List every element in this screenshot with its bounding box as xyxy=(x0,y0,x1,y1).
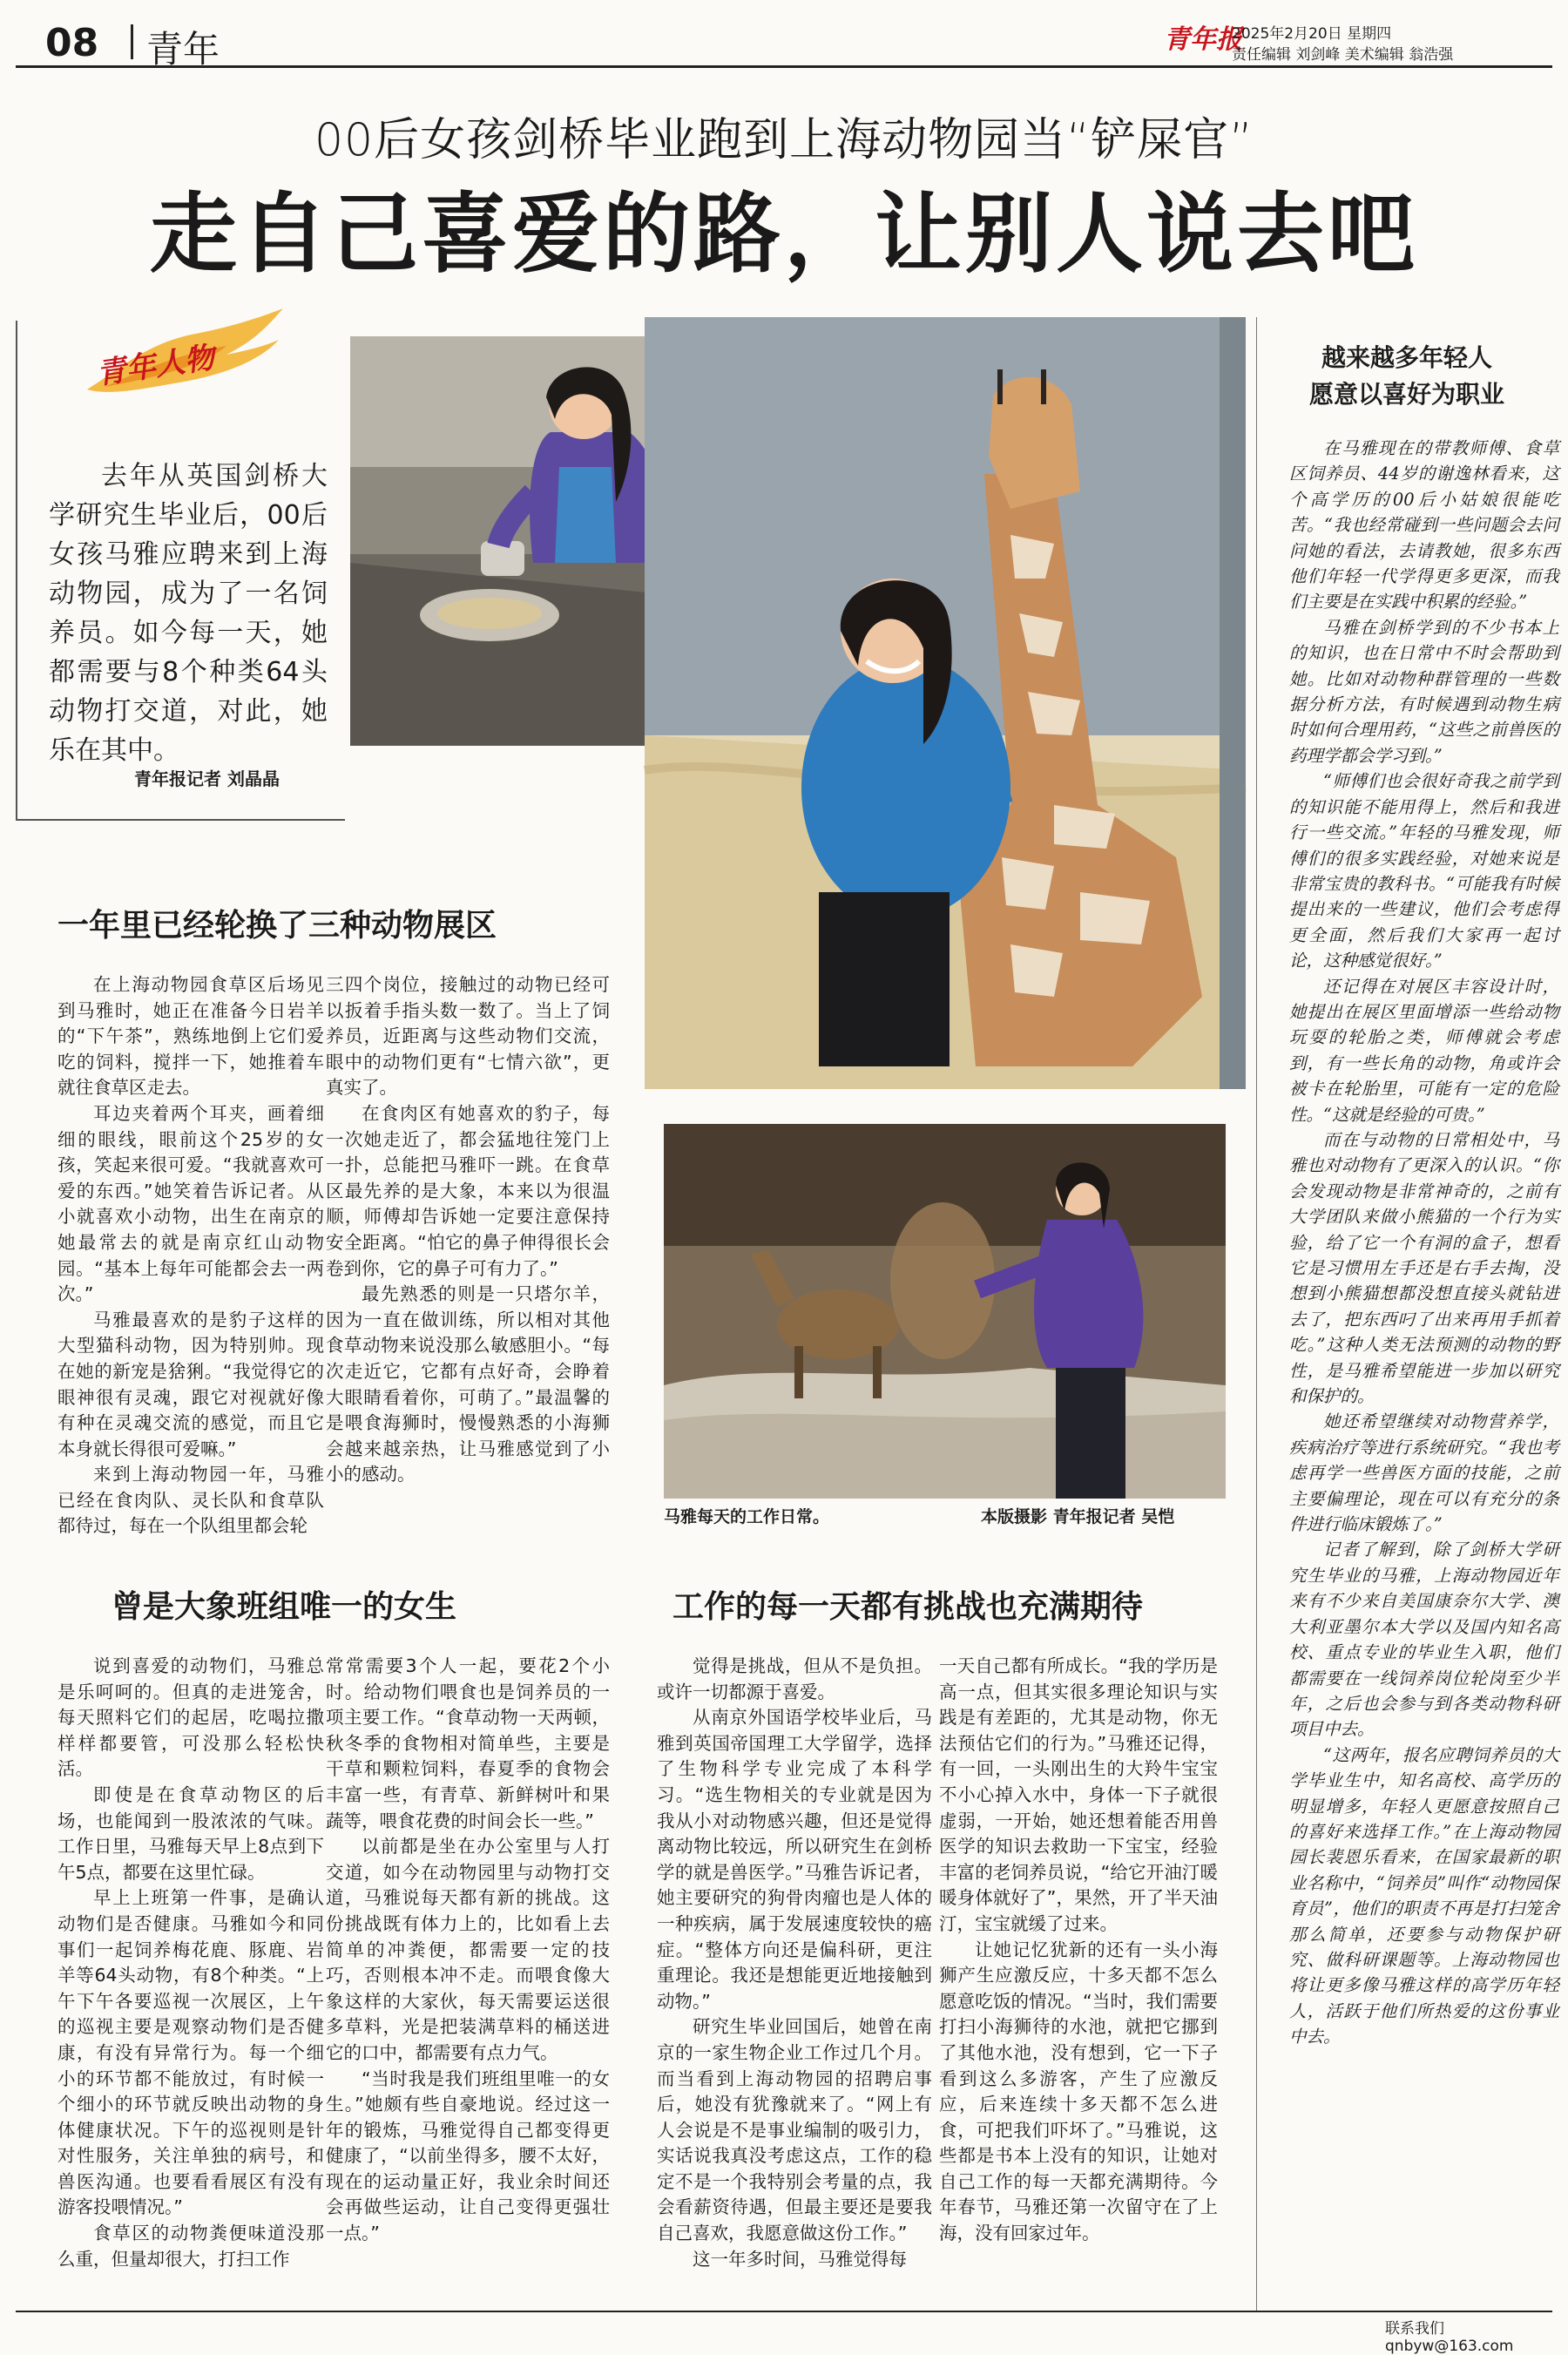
paragraph: “师傅们也会很好奇我之前学到的知识能不能用得上，然后和我进行一些交流。”年轻的马雅发现，师傅们的很多实践经验，对她来说是非常宝贵的教科书。“可能我有时候提出来的一些建议，他们会考虑得更全面，然后我们大家再一起讨论，这种感觉很好。” xyxy=(1289,771,1559,971)
paragraph: 让她记忆犹新的还有一头小海狮产生应激反应，十多天都不怎么愿意吃饭的情况。“当时，我们需要打扫小海狮待的水池，就把它挪到了其他水池，没有想到，它一下子看到这么多游客，产生了应激反应，后来连续十多天都不怎么进食，可把我们吓坏了。”马雅说，这些都是书本上没有的知识，让她对自己工作的每一天都充满期待。今年春节，马雅还第一次留守在了上海，没有回家过年。 xyxy=(939,1939,1218,2244)
column-badge xyxy=(78,307,287,411)
paragraph: 说到喜爱的动物们，马雅总是乐呵呵的。但真的走进笼舍，每天照料它们的起居，吃喝拉撒样样都要管，可没那么轻松快活。 xyxy=(57,1655,324,1780)
paragraph: 耳边夹着两个耳夹，画着细细的眼线，眼前这个25岁的女孩，笑起来很可爱。“我就喜欢可爱的东西。”她笑着告诉记者。从小就喜欢小动物，出生在南京的她最常去的就是南京红山动物园。“基本上每年可能都会去一两次。” xyxy=(57,1102,324,1305)
paragraph: 最先熟悉的则是一只塔尔羊，因为一直在做训练，所以相对其他食草动物来说没那么敏感胆小。“每次走近它，它都有点好奇，会睁着大眼睛看着你，可萌了。”最温馨的是喂食海狮时，慢慢熟悉的小海狮会越来越亲热，让马雅感觉到了小小的感动。 xyxy=(326,1283,610,1485)
editors-credit: 责任编辑 刘剑峰 美术编辑 翁浩强 xyxy=(1232,46,1454,64)
section-name: 青年 xyxy=(146,28,220,71)
paragraph: 觉得是挑战，但从不是负担。或许一切都源于喜爱。 xyxy=(657,1655,932,1702)
header-divider xyxy=(131,24,133,59)
section-heading-2: 曾是大象班组唯一的女生 xyxy=(112,1588,457,1625)
paragraph: 马雅最喜欢的是豹子这样的大型猫科动物，因为特别帅。现在她的新宠是猞猁。“我觉得它的眼神很有灵魂，跟它对视就好像有种在灵魂交流的感觉，而且它本身就长得很可爱嘛。” xyxy=(57,1309,324,1459)
sidebar-heading-line-2: 愿意以喜好为职业 xyxy=(1308,380,1504,409)
paragraph: 而在与动物的日常相处中，马雅也对动物有了更深入的认识。“你会发现动物是非常神奇的，之前有大学团队来做小熊猫的一个行为实验，给了它一个有洞的盒子，想看它是习惯用左手还是右手去掏，没想到小熊猫想都没想直接头就钻进去了，把东西叼了出来再用手抓着吃。”这种人类无法预测的动物的野性，是马雅希望能进一步加以研究和保护的。 xyxy=(1289,1129,1559,1407)
section-3-column-b xyxy=(939,1654,1218,2300)
sidebar-body xyxy=(1289,436,1559,2300)
page-header xyxy=(16,14,1552,71)
section-heading-1: 一年里已经轮换了三种动物展区 xyxy=(57,907,497,944)
goat-photo xyxy=(664,1124,1226,1499)
paragraph: 还记得在对展区丰容设计时，她提出在展区里面增添一些给动物玩耍的轮胎之类，师傅就会考虑到，有一些长角的动物，角或许会被卡在轮胎里，可能有一定的危险性。“这就是经验的可贵。” xyxy=(1289,976,1559,1125)
paragraph: 记者了解到，除了剑桥大学研究生毕业的马雅，上海动物园近年来有不少来自美国康奈尔大学、澳大利亚墨尔本大学以及国内知名高校、重点专业的毕业生入职，他们都需要在一线饲养岗位轮岗至少半年，之后也会参与到各类动物科研项目中去。 xyxy=(1289,1540,1559,1740)
column-divider xyxy=(1256,317,1257,2312)
section-2-column-b xyxy=(326,1654,610,2300)
footer-contact: 联系我们 qnbyw@163.com xyxy=(1385,2320,1514,2355)
paragraph: 研究生毕业回国后，她曾在南京的一家生物企业工作过几个月。而当看到上海动物园的招聘启事后，她没有犹豫就来了。“网上有人会说是不是事业编制的吸引力，实话说我真没考虑这点，工作的稳定不是一个我特别会考量的点，我会看薪资待遇，但最主要还是要我自己喜欢，我愿意做这份工作。” xyxy=(657,2016,932,2244)
paragraph: 即使是在食草动物区的后场，也能闻到一股浓浓的气味。工作日里，马雅每天早上8点到下午5点，都要在这里忙碌。 xyxy=(57,1783,324,1883)
section-3-column-a xyxy=(657,1654,932,2300)
page-number: 08 xyxy=(45,21,99,65)
paragraph: 一天自己都有所成长。“我的学历是高一点，但其实很多理论知识与实践是有差距的，尤其是动物，你无法预估它们的行为。”马雅还记得，有一回，一头刚出生的大羚牛宝宝不小心掉入水中，身体一下子就很虚弱，一开始，她还想着能否用兽医学的知识去救助一下宝宝，经验丰富的老饲养员说，“给它开油汀暖暖身体就好了”，果然，开了半天油汀，宝宝就缓了过来。 xyxy=(939,1655,1218,1934)
footer-rule xyxy=(16,2311,1552,2312)
article-subtitle: 00后女孩剑桥毕业跑到上海动物园当“铲屎官” xyxy=(314,114,1254,166)
article-title: 走自己喜爱的路，让别人说去吧 xyxy=(150,183,1418,285)
sidebar-heading-line-1: 越来越多年轻人 xyxy=(1321,343,1492,372)
paragraph: 马雅在剑桥学到的不少书本上的知识，也在日常中不时会帮助到她。比如对动物种群管理的一些数据分析方法，有时候遇到动物生病时如何合理用药，“这些之前兽医的药理学都会学习到。” xyxy=(1289,617,1559,766)
sidebar-heading xyxy=(1263,340,1551,413)
paragraph: 食草区的动物粪便味道没那么重，但量却很大，打扫工作 xyxy=(57,2223,324,2270)
paragraph: 在上海动物园食草区后场见到马雅时，她正在准备今日岩羊的“下午茶”，熟练地倒上它们爱吃的饲料，搅拌一下，她推着车就往食草区走去。 xyxy=(57,974,324,1099)
giraffe-photo xyxy=(645,317,1246,1089)
section-1-column-b xyxy=(326,972,610,1526)
paragraph: 来到上海动物园一年，马雅已经在食肉队、灵长队和食草队都待过，每在一个队组里都会轮 xyxy=(57,1464,324,1537)
paragraph: 在食肉区有她喜欢的豹子，每一次她走近了，都会猛地往笼门上一扑，总能把马雅吓一跳。在食草区最先养的是大象，本来以为很温顺，师傅却告诉她一定要注意保持安全距离。“怕它的鼻子伸得很长会卷到你，它的鼻子可有力了。” xyxy=(326,1102,610,1279)
paragraph: 在马雅现在的带教师傅、食草区饲养员、44岁的谢逸林看来，这个高学历的00后小姑娘很能吃苦。“我也经常碰到一些问题会去问问她的看法，去请教她，很多东西他们年轻一代学得更多更深，而我们主要是在实践中积累的经验。” xyxy=(1289,438,1559,612)
photo-credit: 本版摄影 青年报记者 吴恺 xyxy=(981,1507,1175,1526)
paragraph: “这两年，报名应聘饲养员的大学毕业生中，知名高校、高学历的明显增多，年轻人更愿意按照自己的喜好来选择工作。”在上海动物园园长裴恩乐看来，在国家最新的职业名称中，“饲养员”叫作“动物园保育员”，他们的职责不再是打扫笼舍那么简单，还要参与动物保护研究、做科研课题等。上海动物园也将让更多像马雅这样的高学历年轻人，活跃于他们所热爱的这份事业中去。 xyxy=(1289,1744,1559,2047)
badge-label: 青年人物 xyxy=(94,340,217,392)
paragraph: 她还希望继续对动物营养学，疾病治疗等进行系统研究。“我也考虑再学一些兽医方面的技能，之前主要偏理论，现在可以有充分的条件进行临床锻炼了。” xyxy=(1289,1411,1559,1535)
newspaper-logo: 青年报 xyxy=(1164,24,1242,55)
section-heading-3: 工作的每一天都有挑战也充满期待 xyxy=(672,1588,1144,1625)
issue-date: 2025年2月20日 星期四 xyxy=(1232,25,1392,43)
paragraph: 三四个岗位，接触过的动物已经可以扳着手指头数一数了。当上了饲养员，近距离与这些动物们交流，眼中的动物们更有“七情六欲”，更真实了。 xyxy=(326,974,610,1099)
section-2-column-a xyxy=(57,1654,324,2300)
paragraph: 常常需要3个人一起，要花2个小时。给动物们喂食也是饲养员的一项主要工作。“食草动物一天两顿，秋冬季的食物相对简单些，主要是干草和颗粒饲料，春夏季的食物会丰富一些，有青草、新鲜树叶和果蔬等，喂食花费的时间会长一些。” xyxy=(326,1655,610,1831)
paragraph: 早上上班第一件事，是确认动物们是否健康。马雅如今和同事们一起饲养梅花鹿、豚鹿、岩羊等64头动物，有8个种类。“上午下午各要巡视一次展区，上午的巡视主要是观察动物们是否健康，有没有异常行为。每一个细小的环节都不能放过，有时候一个细小的环节就反映出动物的身体健康状况。下午的巡视则是针对性服务，关注单独的病号，和兽医沟通。也要看看展区有没有游客投喂情况。” xyxy=(57,1887,324,2218)
paragraph: “当时我是我们班组里唯一的女生。”她颇有些自豪地说。经过这一年的锻炼，马雅觉得自己都变得更健康了，“以前坐得多，腰不太好，现在的运动量正好，我业余时间还会再做些运动，让自己变得更强壮一点。” xyxy=(326,2067,610,2244)
reporter-byline: 青年报记者 刘晶晶 xyxy=(134,768,280,789)
paragraph: 从南京外国语学校毕业后，马雅到英国帝国理工大学留学，选择了生物科学专业完成了本科学习。“选生物相关的专业就是因为我从小对动物感兴趣，但还是觉得离动物比较远，所以研究生在剑桥学的就是兽医学。”马雅告诉记者，她主要研究的狗骨肉瘤也是人体的一种疾病，属于发展速度较快的癌症。“整体方向还是偏科研，更注重理论。我还是想能更近地接触到动物。” xyxy=(657,1707,932,2012)
section-1-column-a xyxy=(57,972,324,1537)
intro-paragraph: 去年从英国剑桥大学研究生毕业后，00后女孩马雅应聘来到上海动物园，成为了一名饲养员。如今每一天，她都需要与8个种类64头动物打交道，对此，她乐在其中。 xyxy=(49,461,328,766)
paragraph: 这一年多时间，马雅觉得每 xyxy=(693,2248,907,2270)
photo-caption: 马雅每天的工作日常。 xyxy=(664,1507,830,1526)
paragraph: 以前都是坐在办公室里与人打交道，如今在动物园里与动物打交道，马雅说每天都有新的挑战。这份挑战既有体力上的，比如看上去简单的冲粪便，都需要一定的技巧，否则根本冲不走。而喂食像大象这样的大家伙，每天需要运送很多草料，光是把装满草料的桶送进它的口中，都需要有点力气。 xyxy=(326,1836,610,2063)
